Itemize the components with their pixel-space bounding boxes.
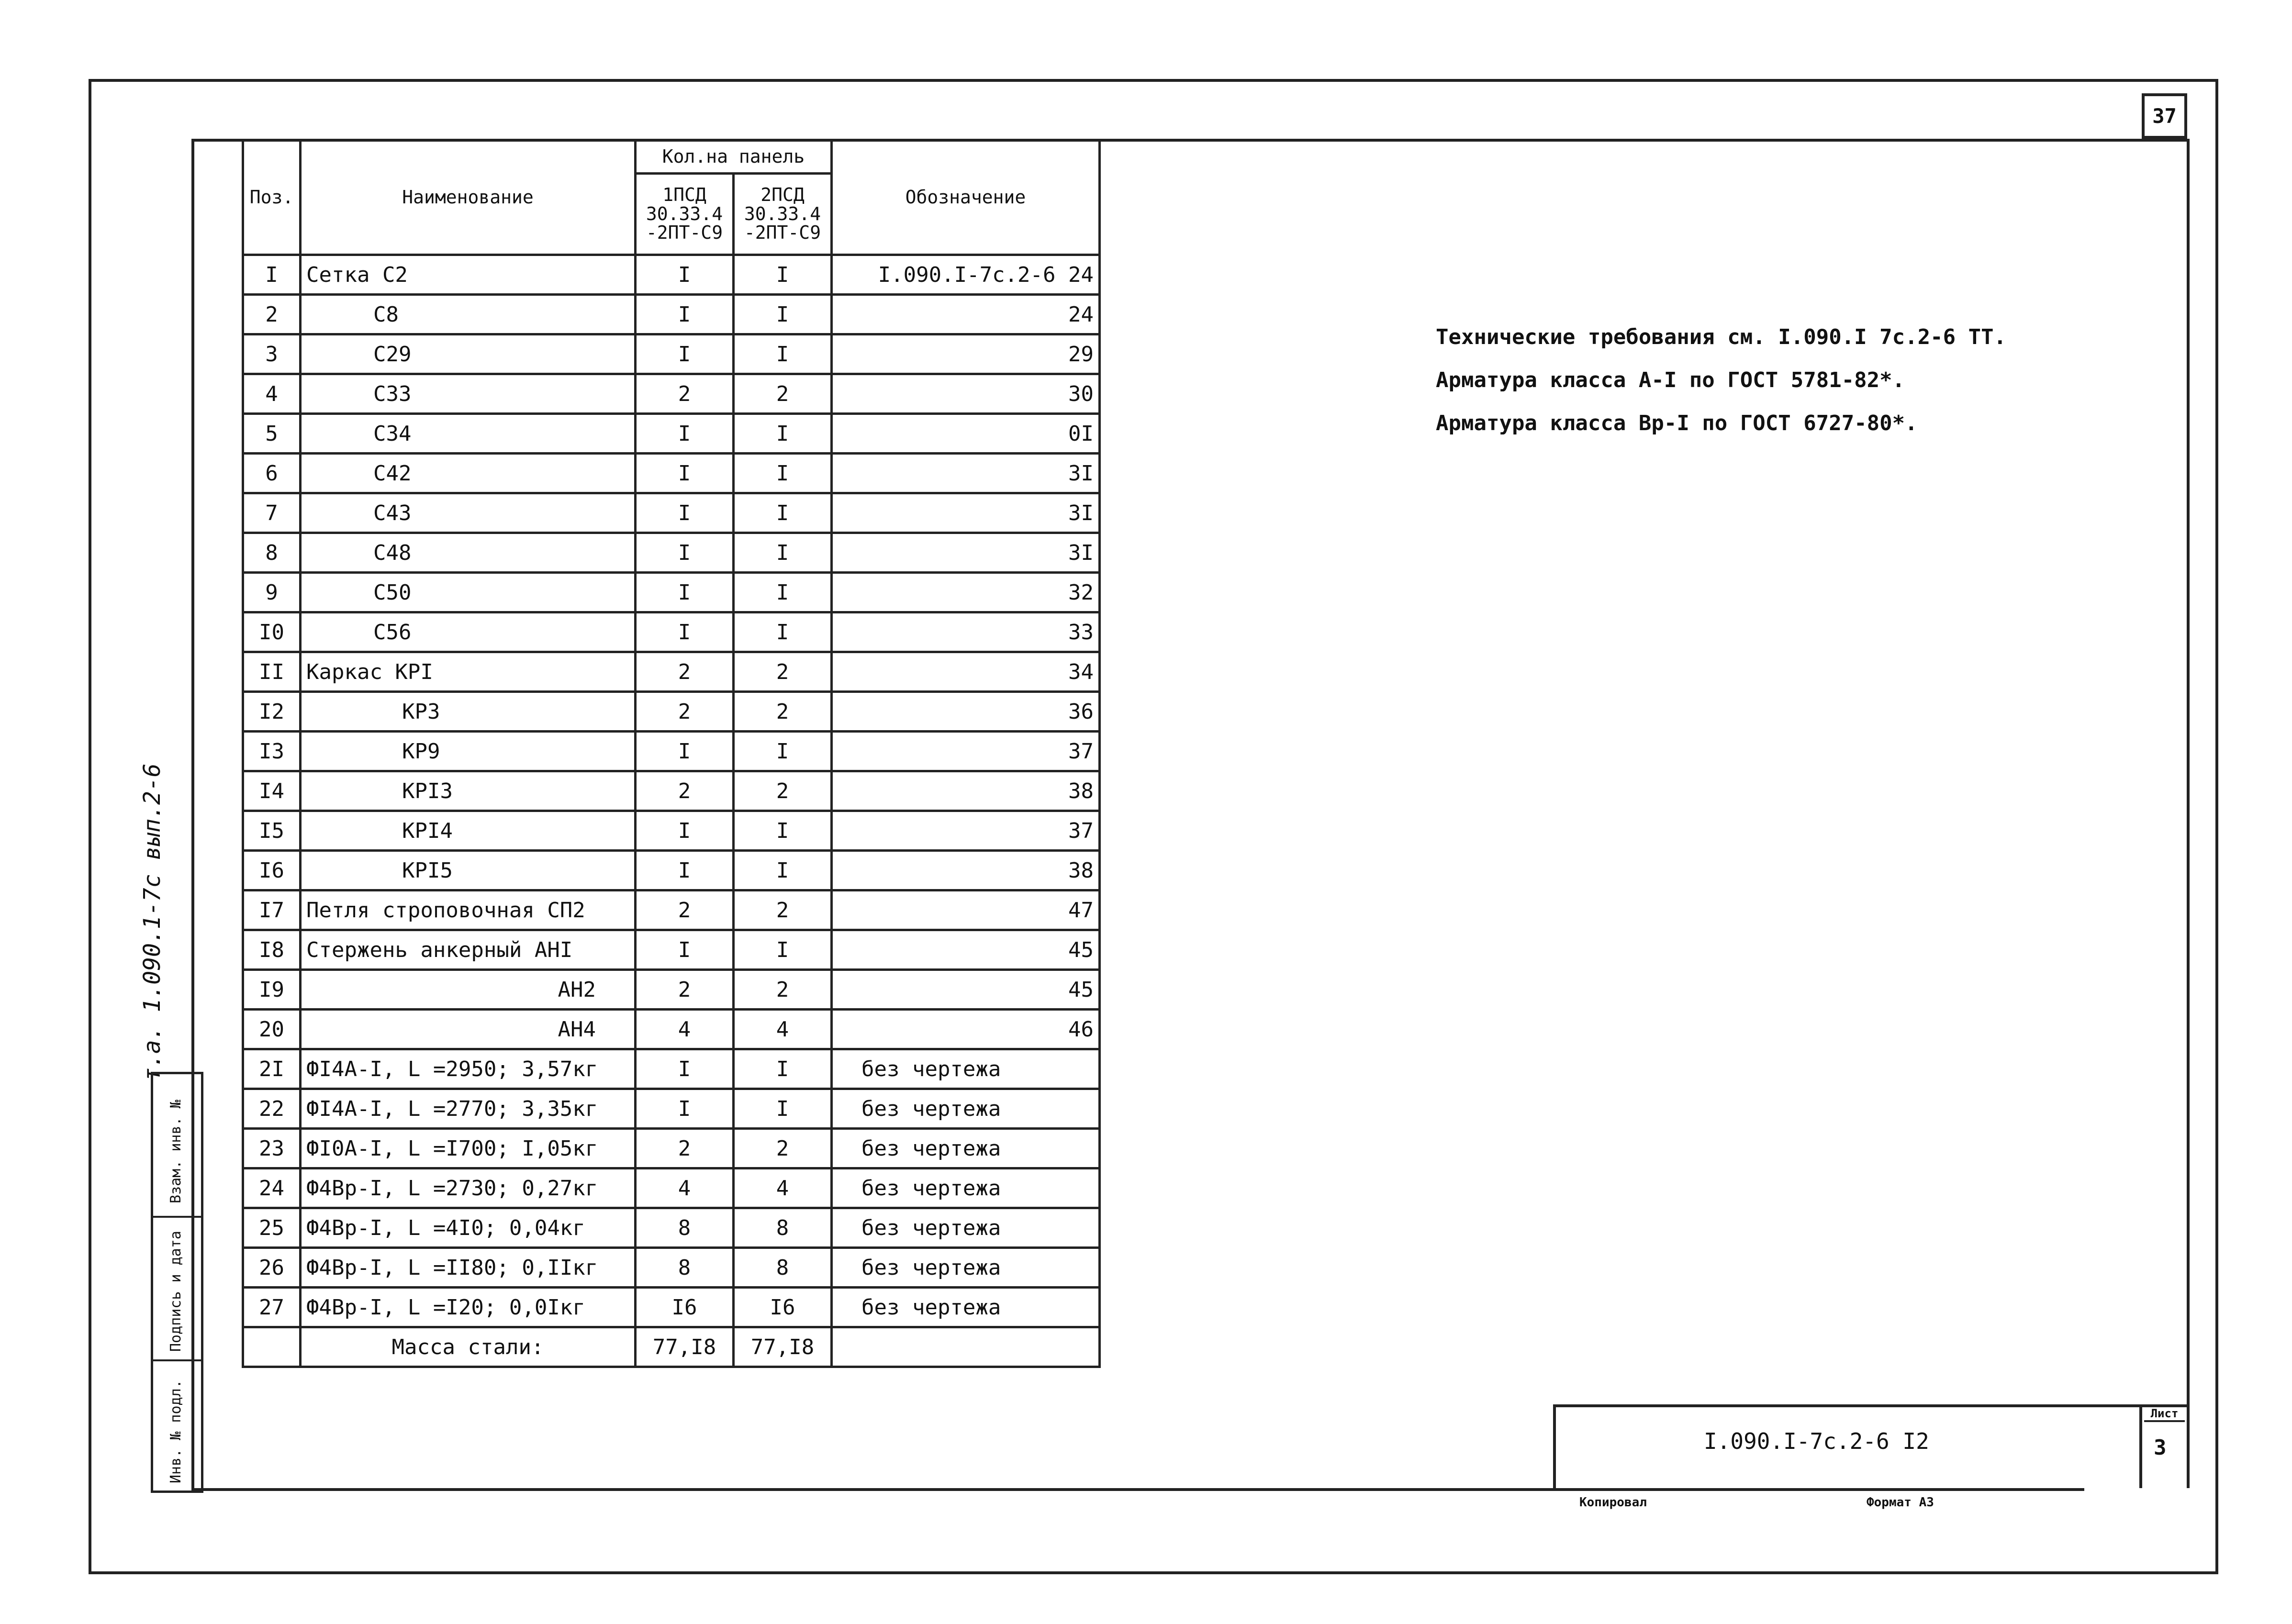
row-qty1: 2	[636, 771, 734, 811]
total-label: Масса стали:	[301, 1327, 636, 1367]
row-pos: 8	[243, 533, 301, 573]
table-row	[243, 295, 1100, 334]
row-pos: 22	[243, 1089, 301, 1129]
row-qty2: 4	[734, 1168, 832, 1208]
row-qty2: I	[734, 930, 832, 970]
row-designation: 47	[832, 890, 1100, 930]
row-pos: I7	[243, 890, 301, 930]
row-qty2: 2	[734, 1129, 832, 1168]
row-pos: I2	[243, 692, 301, 732]
row-qty1: I	[636, 493, 734, 533]
row-qty2: I	[734, 334, 832, 374]
strip-label-inventory: Инв. № подл.	[168, 1379, 184, 1483]
row-name: С33	[301, 374, 636, 414]
row-qty2: 8	[734, 1208, 832, 1248]
table-row	[243, 1129, 1100, 1168]
technical-notes	[1436, 316, 2006, 445]
row-pos: I3	[243, 732, 301, 771]
row-qty2: I6	[734, 1288, 832, 1327]
stamp-sheet-number: 3	[2154, 1435, 2167, 1460]
row-designation: I.090.I-7с.2-6 24	[832, 255, 1100, 295]
row-name: Петля строповочная СП2	[301, 890, 636, 930]
row-name: КРI5	[301, 851, 636, 890]
table-row	[243, 652, 1100, 692]
table-row	[243, 732, 1100, 771]
table-row	[243, 692, 1100, 732]
row-qty2: I	[734, 573, 832, 612]
row-pos: 7	[243, 493, 301, 533]
row-name: АН2	[301, 970, 636, 1010]
row-qty1: I6	[636, 1288, 734, 1327]
row-pos: I	[243, 255, 301, 295]
row-designation: 3I	[832, 533, 1100, 573]
row-pos: I0	[243, 612, 301, 652]
total-qty2: 77,I8	[734, 1327, 832, 1367]
row-pos: 6	[243, 454, 301, 493]
table-total-row	[243, 1327, 1100, 1367]
header-qty-1: 1ПСД 30.33.4 -2ПТ-С9	[636, 174, 734, 255]
strip-cell-signature	[153, 1218, 201, 1361]
row-name: ФI0А-I, L =I700; I,05кг	[301, 1129, 636, 1168]
row-pos: I8	[243, 930, 301, 970]
row-pos: I5	[243, 811, 301, 851]
header-designation: Обозначение	[832, 140, 1100, 255]
table-row	[243, 811, 1100, 851]
row-qty2: I	[734, 533, 832, 573]
stamp-sheet-label: Лист	[2144, 1407, 2185, 1422]
row-pos: 2I	[243, 1049, 301, 1089]
row-qty1: 4	[636, 1168, 734, 1208]
row-qty2: I	[734, 851, 832, 890]
row-designation: 37	[832, 811, 1100, 851]
table-row	[243, 255, 1100, 295]
row-qty1: I	[636, 1089, 734, 1129]
table-row	[243, 573, 1100, 612]
header-qty-2: 2ПСД 30.33.4 -2ПТ-С9	[734, 174, 832, 255]
row-qty1: I	[636, 454, 734, 493]
row-qty2: I	[734, 414, 832, 454]
sheet-number: 37	[2142, 93, 2187, 139]
row-name: КРI4	[301, 811, 636, 851]
footer-copied: Копировал	[1579, 1495, 1647, 1510]
row-qty1: I	[636, 295, 734, 334]
row-qty1: I	[636, 612, 734, 652]
row-designation: 32	[832, 573, 1100, 612]
row-qty2: 2	[734, 652, 832, 692]
row-name: КР9	[301, 732, 636, 771]
row-designation: 38	[832, 771, 1100, 811]
row-name: С8	[301, 295, 636, 334]
specification-table	[242, 139, 1101, 1368]
table-row	[243, 1288, 1100, 1327]
row-designation: 3I	[832, 454, 1100, 493]
row-designation: 36	[832, 692, 1100, 732]
row-qty2: I	[734, 612, 832, 652]
frame-bottom-line	[191, 1488, 2084, 1491]
table-row	[243, 414, 1100, 454]
note-technical-requirements: Технические требования см. I.090.I 7с.2-6 ТТ.	[1436, 325, 2007, 349]
row-pos: 27	[243, 1288, 301, 1327]
row-designation: без чертежа	[832, 1168, 1100, 1208]
row-designation: 34	[832, 652, 1100, 692]
row-name: С48	[301, 533, 636, 573]
row-qty2: I	[734, 1089, 832, 1129]
row-name: Стержень анкерный АНI	[301, 930, 636, 970]
table-row	[243, 1049, 1100, 1089]
row-name: КР3	[301, 692, 636, 732]
row-qty2: 2	[734, 970, 832, 1010]
row-designation: 24	[832, 295, 1100, 334]
row-qty1: 2	[636, 970, 734, 1010]
row-qty2: I	[734, 1049, 832, 1089]
row-name: С43	[301, 493, 636, 533]
row-qty2: I	[734, 732, 832, 771]
row-qty1: 2	[636, 652, 734, 692]
row-designation: 33	[832, 612, 1100, 652]
row-designation: 37	[832, 732, 1100, 771]
row-name: С50	[301, 573, 636, 612]
row-name: С56	[301, 612, 636, 652]
note-rebar-a1: Арматура класса А-I по ГОСТ 5781-82*.	[1436, 368, 1905, 392]
row-qty2: I	[734, 493, 832, 533]
row-designation: 0I	[832, 414, 1100, 454]
row-qty2: 2	[734, 890, 832, 930]
row-qty1: I	[636, 851, 734, 890]
row-qty1: 2	[636, 692, 734, 732]
stamp-document-code: I.090.I-7с.2-6 I2	[1704, 1428, 1929, 1454]
total-designation-empty	[832, 1327, 1100, 1367]
strip-label-exchange: Взам. инв. №	[168, 1100, 184, 1203]
row-qty1: I	[636, 533, 734, 573]
row-pos: 23	[243, 1129, 301, 1168]
table-row	[243, 1248, 1100, 1288]
row-designation: без чертежа	[832, 1129, 1100, 1168]
row-pos: I4	[243, 771, 301, 811]
row-name: С29	[301, 334, 636, 374]
table-row	[243, 851, 1100, 890]
row-qty1: I	[636, 255, 734, 295]
table-row	[243, 1208, 1100, 1248]
header-name: Наименование	[301, 140, 636, 255]
total-qty1: 77,I8	[636, 1327, 734, 1367]
row-pos: 5	[243, 414, 301, 454]
row-qty2: I	[734, 811, 832, 851]
row-name: Ф4Вр-I, L =4I0; 0,04кг	[301, 1208, 636, 1248]
row-pos: 24	[243, 1168, 301, 1208]
row-designation: 46	[832, 1010, 1100, 1049]
row-qty1: I	[636, 414, 734, 454]
row-pos: 25	[243, 1208, 301, 1248]
row-pos: 26	[243, 1248, 301, 1288]
table-row	[243, 1089, 1100, 1129]
row-designation: 38	[832, 851, 1100, 890]
row-qty1: 2	[636, 374, 734, 414]
left-title-strip	[151, 1072, 203, 1493]
row-name: ФI4А-I, L =2950; 3,57кг	[301, 1049, 636, 1089]
row-qty1: I	[636, 1049, 734, 1089]
row-pos: I6	[243, 851, 301, 890]
row-qty1: I	[636, 732, 734, 771]
row-qty1: 2	[636, 1129, 734, 1168]
table-row	[243, 493, 1100, 533]
row-qty1: 2	[636, 890, 734, 930]
row-designation: без чертежа	[832, 1288, 1100, 1327]
row-qty2: I	[734, 454, 832, 493]
row-name: Сетка С2	[301, 255, 636, 295]
row-name: Ф4Вр-I, L =2730; 0,27кг	[301, 1168, 636, 1208]
row-qty1: I	[636, 334, 734, 374]
header-qty-group: Кол.на панель	[636, 140, 832, 174]
row-designation: без чертежа	[832, 1089, 1100, 1129]
row-name: КРI3	[301, 771, 636, 811]
row-name: Каркас КРI	[301, 652, 636, 692]
row-name: С34	[301, 414, 636, 454]
row-qty2: 2	[734, 771, 832, 811]
header-pos: Поз.	[243, 140, 301, 255]
row-name: С42	[301, 454, 636, 493]
row-qty2: 8	[734, 1248, 832, 1288]
table-row	[243, 1010, 1100, 1049]
table-row	[243, 890, 1100, 930]
strip-cell-inventory	[153, 1361, 201, 1491]
row-qty1: I	[636, 930, 734, 970]
row-designation: 3I	[832, 493, 1100, 533]
row-name: ФI4А-I, L =2770; 3,35кг	[301, 1089, 636, 1129]
row-pos: 4	[243, 374, 301, 414]
row-qty1: I	[636, 811, 734, 851]
row-designation: без чертежа	[832, 1208, 1100, 1248]
note-rebar-vr1: Арматура класса Вр-I по ГОСТ 6727-80*.	[1436, 411, 1918, 435]
table-header-row	[243, 140, 1100, 174]
table-row	[243, 533, 1100, 573]
row-name: АН4	[301, 1010, 636, 1049]
album-code: т.а. 1.090.1-7с вып.2-6	[139, 763, 166, 1081]
row-designation: 30	[832, 374, 1100, 414]
row-pos: I9	[243, 970, 301, 1010]
row-qty1: 8	[636, 1208, 734, 1248]
footer-format: Формат А3	[1867, 1495, 1934, 1510]
table-row	[243, 454, 1100, 493]
table-row	[243, 771, 1100, 811]
row-qty2: 2	[734, 692, 832, 732]
row-designation: без чертежа	[832, 1248, 1100, 1288]
strip-label-signature: Подпись и дата	[168, 1231, 184, 1352]
row-pos: 2	[243, 295, 301, 334]
row-qty2: 2	[734, 374, 832, 414]
row-pos: 20	[243, 1010, 301, 1049]
row-name: Ф4Вр-I, L =II80; 0,IIкг	[301, 1248, 636, 1288]
strip-cell-exchange	[153, 1074, 201, 1218]
row-pos: 3	[243, 334, 301, 374]
row-qty2: I	[734, 295, 832, 334]
table-row	[243, 1168, 1100, 1208]
row-pos: 9	[243, 573, 301, 612]
row-qty2: I	[734, 255, 832, 295]
table-row	[243, 612, 1100, 652]
row-designation: 29	[832, 334, 1100, 374]
row-qty1: 4	[636, 1010, 734, 1049]
row-designation: без чертежа	[832, 1049, 1100, 1089]
row-name: Ф4Вр-I, L =I20; 0,0Iкг	[301, 1288, 636, 1327]
table-row	[243, 970, 1100, 1010]
row-pos: II	[243, 652, 301, 692]
row-qty1: 8	[636, 1248, 734, 1288]
row-qty1: I	[636, 573, 734, 612]
table-row	[243, 334, 1100, 374]
row-qty2: 4	[734, 1010, 832, 1049]
row-designation: 45	[832, 930, 1100, 970]
table-row	[243, 374, 1100, 414]
row-designation: 45	[832, 970, 1100, 1010]
total-pos-empty	[243, 1327, 301, 1367]
table-row	[243, 930, 1100, 970]
